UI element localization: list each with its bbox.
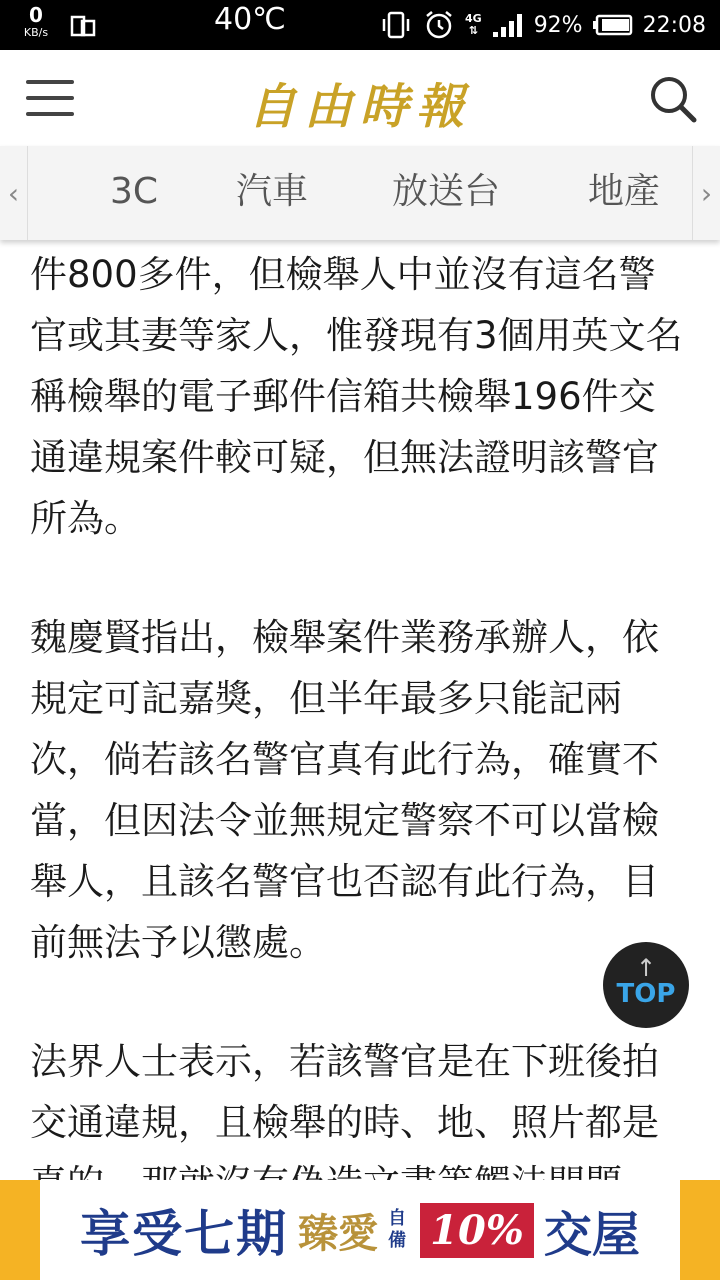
arrow-up-icon: ↑ bbox=[635, 954, 657, 982]
tab-cars[interactable]: 汽車 bbox=[236, 171, 309, 212]
tab-broadcast[interactable]: 放送台 bbox=[392, 171, 501, 212]
copy-icon bbox=[70, 14, 96, 38]
network-type-label: 4G bbox=[465, 12, 482, 25]
signal-icon bbox=[492, 12, 524, 38]
alarm-icon bbox=[423, 9, 455, 41]
ad-headline: 享受七期 bbox=[80, 1205, 289, 1263]
network-speed-value: 0 bbox=[29, 3, 43, 27]
network-speed-unit: KB/s bbox=[23, 26, 49, 39]
ad-tagline: 交屋 bbox=[543, 1206, 640, 1263]
ad-banner[interactable] bbox=[0, 1180, 720, 1280]
ad-percent: 10% bbox=[420, 1203, 534, 1258]
search-icon[interactable] bbox=[648, 74, 698, 124]
article-paragraph: 件800多件，但檢舉人中並沒有這名警官或其妻等家人，惟發現有3個用英文名稱檢舉的電子郵件信箱共檢舉196件交通違規案件較可疑，但無法證明該警官所為。 bbox=[30, 253, 683, 540]
temperature: 40℃ bbox=[214, 2, 286, 37]
vibrate-icon bbox=[379, 11, 413, 39]
tab-3c[interactable]: 3C bbox=[110, 171, 159, 212]
scroll-top-label: TOP bbox=[616, 979, 676, 1009]
logo[interactable]: 自由時報 bbox=[247, 79, 472, 135]
chevron-left-icon[interactable]: ‹ bbox=[0, 146, 28, 240]
article-body bbox=[30, 244, 690, 1272]
tab-real-estate[interactable]: 地產 bbox=[588, 171, 661, 212]
scroll-top-button[interactable] bbox=[603, 942, 689, 1028]
status-bar bbox=[0, 0, 720, 50]
ad-label: 自備 bbox=[388, 1208, 407, 1251]
network-type: 4G ⇅ bbox=[465, 12, 482, 37]
category-bar bbox=[0, 146, 720, 240]
network-speed bbox=[16, 4, 56, 40]
clock: 22:08 bbox=[642, 12, 706, 38]
ad-content[interactable] bbox=[40, 1180, 680, 1280]
article-paragraph: 法界人士表示，若該警官是在下班後拍交通違規，且檢舉的時、地、照片都是 bbox=[30, 1040, 659, 1144]
chevron-right-icon[interactable]: › bbox=[692, 146, 720, 240]
battery-icon bbox=[593, 14, 633, 36]
article-paragraph: 魏慶賢指出，檢舉案件業務承辦人，依規定可記嘉獎，但半年最多只能記兩次，倘若該名警官真有此行為，確實不當，但因法令並無規定警察不可以當檢舉人，且該名警官也否認有此行為，目前無法予以懲處。 bbox=[30, 616, 659, 964]
app-header bbox=[0, 50, 720, 146]
battery-percent: 92% bbox=[533, 12, 583, 38]
ad-brand: 臻愛 bbox=[298, 1209, 379, 1257]
